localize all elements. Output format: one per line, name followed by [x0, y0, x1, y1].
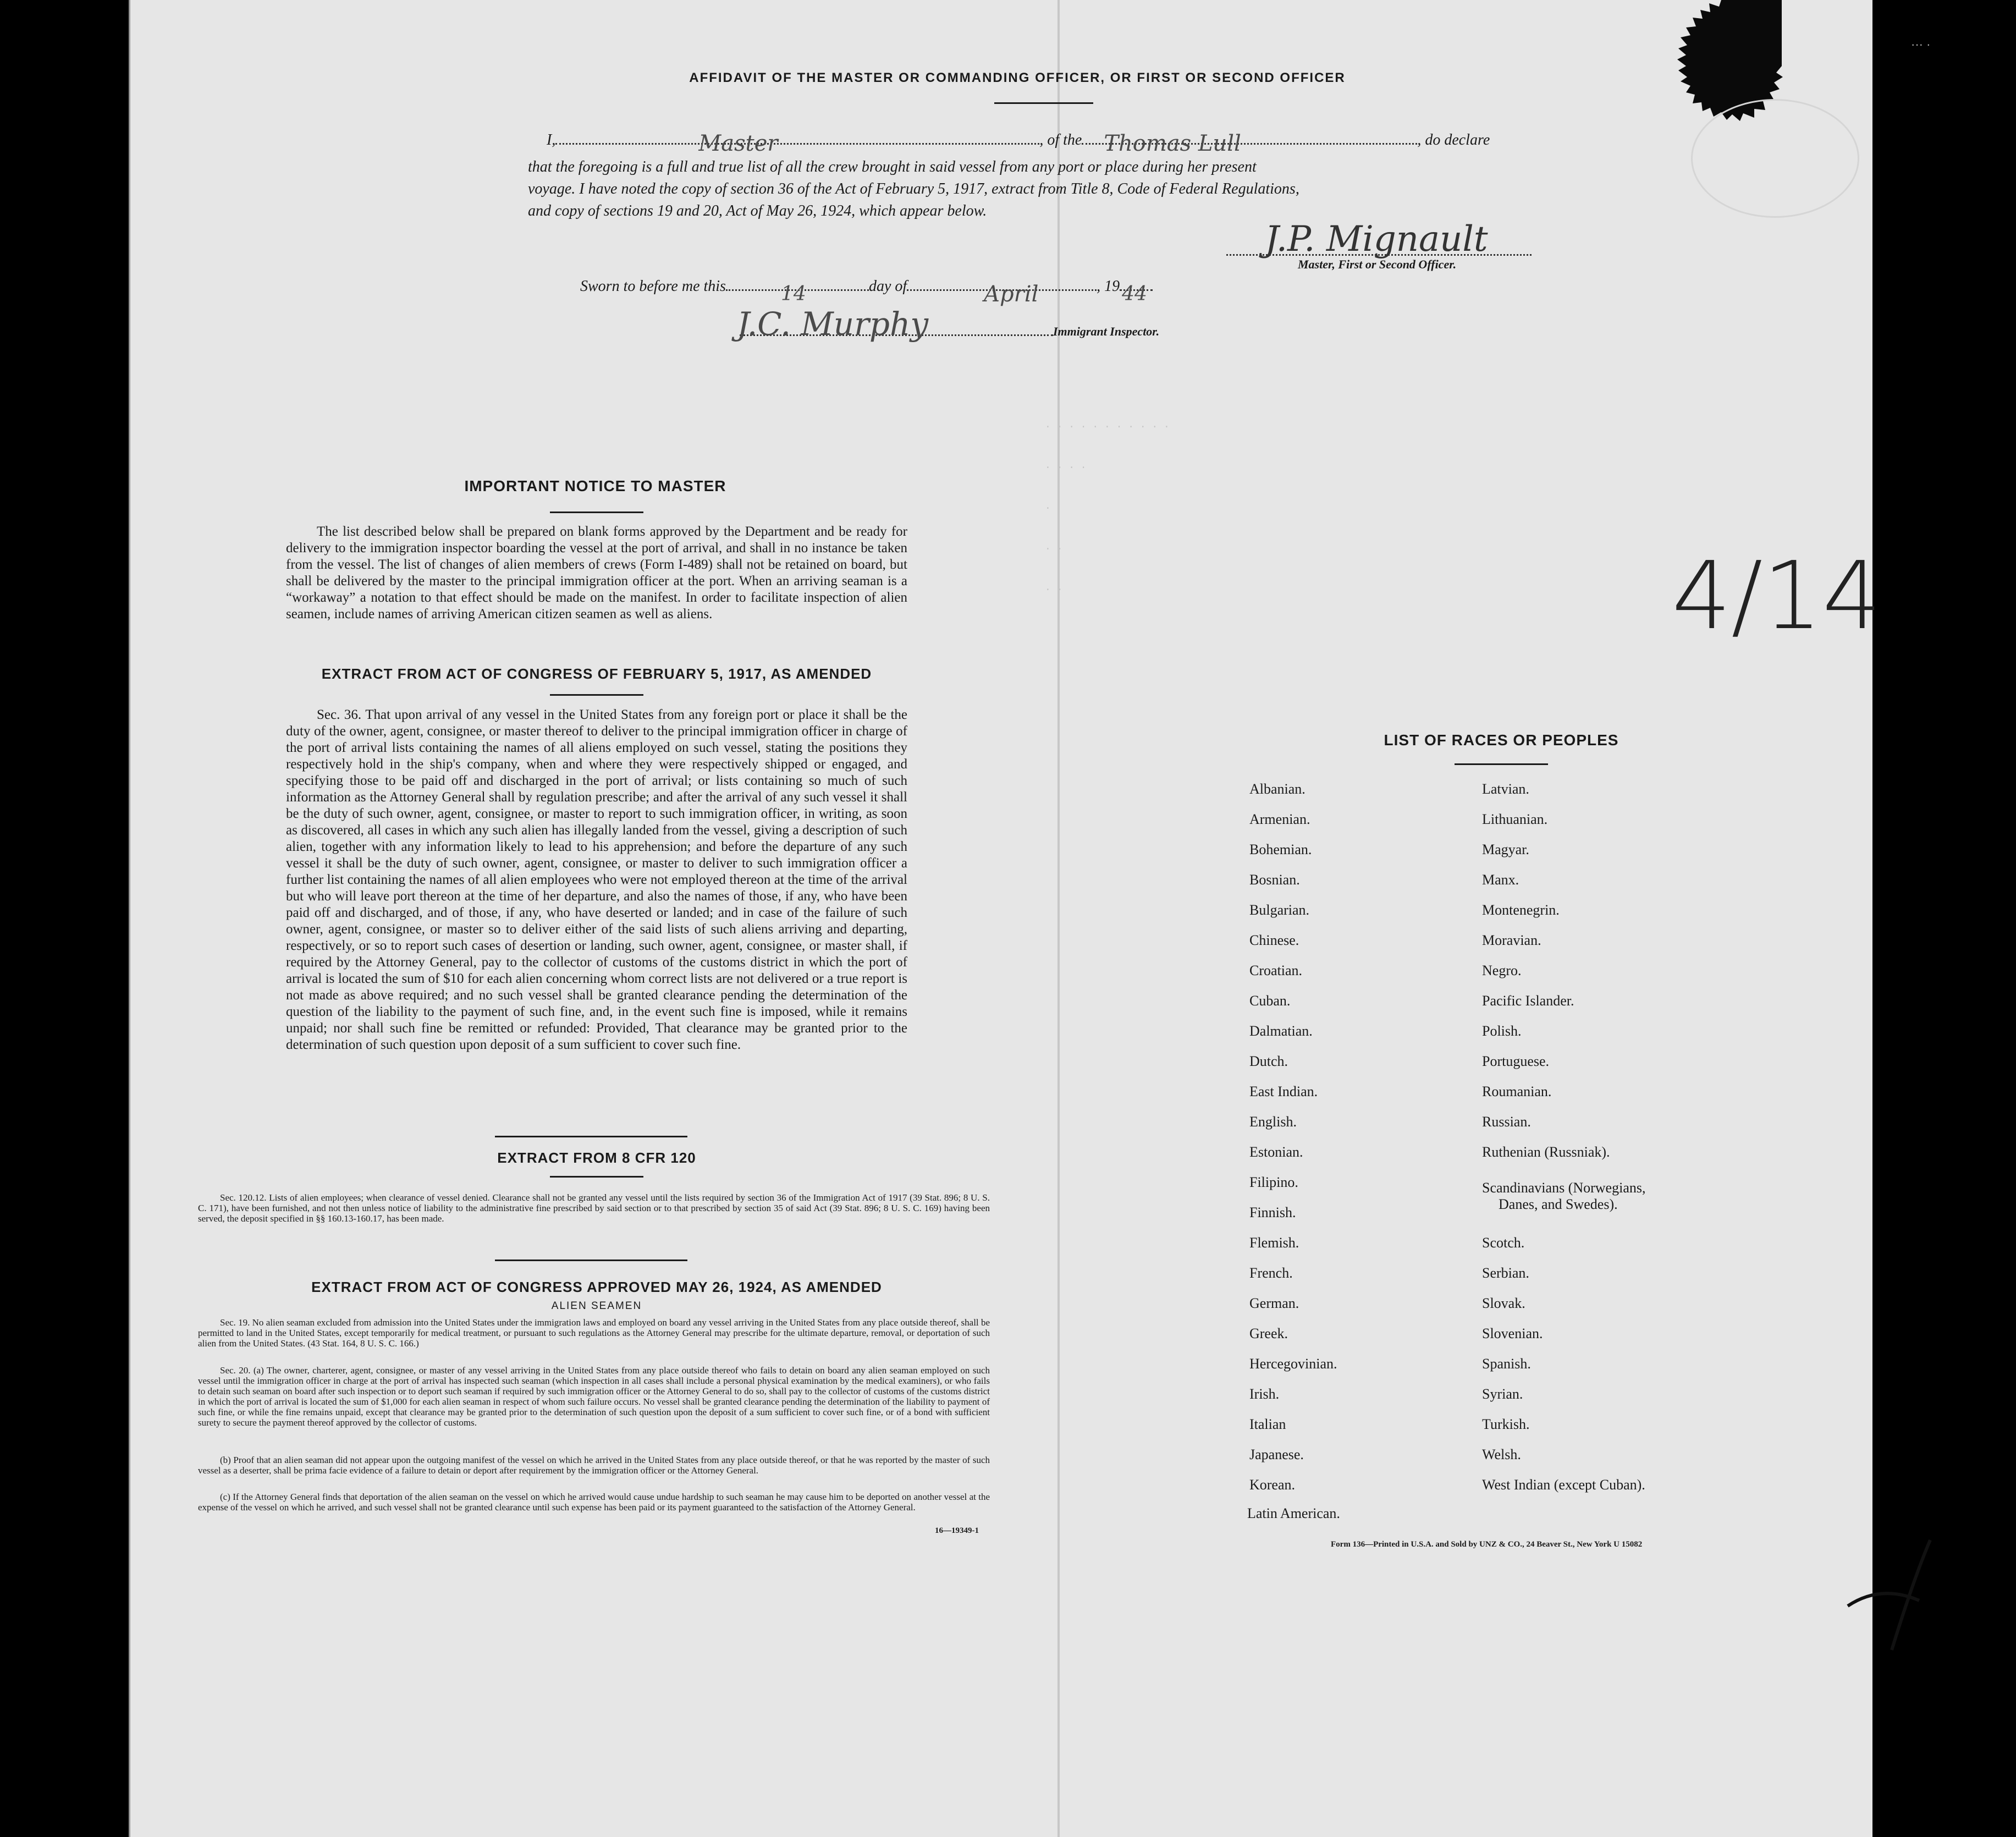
race-item: Serbian. — [1482, 1265, 1529, 1281]
handwritten-mark — [1837, 1529, 1958, 1661]
handwritten-vessel: Thomas Lull — [1104, 131, 1241, 156]
race-item: Magyar. — [1482, 842, 1529, 857]
punch-hole — [1929, 1481, 1957, 1508]
declaration-line-4: and copy of sections 19 and 20, Act of May 26, 1924, which appear below. — [528, 202, 987, 219]
race-item: Manx. — [1482, 872, 1519, 888]
extract-1924-top-rule — [495, 1260, 687, 1261]
race-item: Chinese. — [1249, 932, 1299, 948]
race-item: Estonian. — [1249, 1144, 1303, 1160]
race-item: East Indian. — [1249, 1084, 1318, 1099]
sworn-text: Sworn to before me this — [580, 278, 726, 295]
handwritten-year: 44 — [1122, 283, 1147, 305]
inspector-signature: J.C. Murphy — [737, 305, 929, 343]
sec20b-text: (b) Proof that an alien seaman did not appear upon the outgoing manifest of the vessel on which he arrived in the United States from any place outside thereof, or that he was reported by the master of such vessel as a deserter, shall be prima facie evidence of a failure to detain or deport after requirement by the immigration officer or the Attorney General. — [198, 1455, 990, 1476]
master-label: Master, First or Second Officer. — [1298, 257, 1457, 271]
race-item: Latvian. — [1482, 781, 1529, 797]
cfr-rule — [550, 1176, 643, 1178]
race-item: Moravian. — [1482, 932, 1541, 948]
race-item: Croatian. — [1249, 963, 1303, 978]
race-item: Irish. — [1249, 1386, 1280, 1402]
race-item: Slovenian. — [1482, 1326, 1543, 1341]
punch-hole — [1929, 532, 1957, 559]
extract-1924-footer-code: 16—19349-1 — [935, 1526, 979, 1535]
race-item: Ruthenian (Russniak). — [1482, 1144, 1610, 1160]
sworn-line — [580, 278, 1153, 307]
race-item: Syrian. — [1482, 1386, 1523, 1402]
race-item: Scandinavians (Norwegians, — [1482, 1180, 1646, 1196]
year-blank — [1120, 283, 1153, 305]
sec19-text: Sec. 19. No alien seaman excluded from admission into the United States under the immigration laws and employed on board any vessel arriving in the United States from any place outside thereof, shall be permitted to land in the United States, except temporarily for medical treatment, or pursuant to such regulations as the Attorney General may prescribe for the ultimate departure, removal, or deportation of such alien from the United States. (43 Stat. 164, 8 U. S. C. 166.) — [198, 1317, 990, 1349]
declaration-line-1 — [547, 131, 1564, 156]
declaration-i: I, — [547, 131, 556, 148]
race-item: Welsh. — [1482, 1447, 1521, 1462]
sec20a-text: Sec. 20. (a) The owner, charterer, agent, consignee, or master of any vessel arriving in the United States from any place outside thereof who fails to detain on board any alien seaman employed on such vessel until the immigration officer in charge at the port of arrival has inspected such seaman (which inspection in all cases shall include a personal physical examination by the medical examiners), or who fails to detain such seaman on board after such inspection or to deport such seaman if required by such immigration officer or the Attorney General to do so, shall pay to the collector of customs of the customs district in which the port of arrival is located the sum of $1,000 for each alien seaman in respect of whom such failure occurs. No vessel shall be granted clearance pending the determination of the liability to payment of such fine, or while the fine remains unpaid, except that clearance may be granted prior to the determination of such question upon the deposit of a sum sufficient to cover such fine, or of a bond with sufficient surety to secure the payment thereof approved by the collector of customs. — [198, 1365, 990, 1428]
day-blank — [726, 283, 869, 305]
races-rule — [1455, 763, 1548, 765]
inspector-label: Immigrant Inspector. — [1053, 324, 1160, 338]
extract-1917-text: Sec. 36. That upon arrival of any vessel in the United States from any foreign port or place it shall be the duty of the owner, agent, consignee, or master thereof to deliver to the principal immigration officer in charge of the port of arrival lists containing the names of all aliens employed on such vessel, stating the positions they respectively hold in the ship's company, when and where they were respectively shipped or engaged, and specifying those to be paid off and discharged in the port of arrival; or lists containing so much of such information as the Attorney General shall by regulation prescribe; and after the arrival of any such vessel it shall be the duty of such owner, agent, consignee, or master to report to such immigration officer, in writing, as soon as discovered, all cases in which any such alien has illegally landed from the vessel, giving a description of such alien, together with any information likely to lead to his apprehension; and before the departure of any such vessel it shall be the duty of such owner, agent, consignee, or master to deliver to such immigration officer a further list containing the names of all alien employees who were not employed thereon at the time of the arrival but who will leave port thereon at the time of her departure, and also the names of those, if any, who have been paid off and discharged, and of those, if any, who have deserted or landed; and in case of the failure of such owner, agent, consignee, or master so to deliver either of the said lists of such aliens arriving and departing, respectively, or so to report such cases of desertion or landing, such owner, agent, consignee, or master shall, if required by the Attorney General, pay to the collector of customs of the customs district in which the port of arrival is located the sum of $10 for each alien concerning whom correct lists are not delivered or a true report is not made as above required; and no such vessel shall be granted clearance pending the determination of the question of the liability to the payment of such fine, and, in the event such fine is imposed, while it remains unpaid; nor shall such fine be remitted or refunded: Provided, That clearance may be granted prior to the determination of such question upon deposit of a sum sufficient to cover such fine. — [286, 707, 907, 1052]
race-item: Korean. — [1249, 1477, 1296, 1493]
race-item: Dalmatian. — [1249, 1023, 1313, 1039]
race-item: Flemish. — [1249, 1235, 1299, 1251]
declaration-declare: , do declare — [1417, 131, 1490, 148]
race-item: Bulgarian. — [1249, 902, 1310, 918]
race-item: Turkish. — [1482, 1416, 1530, 1432]
handwritten-month: April — [984, 282, 1039, 307]
affidavit-heading: AFFIDAVIT OF THE MASTER OR COMMANDING OFFICER, OR FIRST OR SECOND OFFICER — [689, 70, 1346, 85]
race-item: Italian — [1249, 1416, 1286, 1432]
race-item: English. — [1249, 1114, 1297, 1130]
notice-text: The list described below shall be prepared on blank forms approved by the Department and be ready for delivery to the immigration inspector boarding the vessel at the port of arrival, and shall in no instance be taken from the vessel. The list of changes of alien members of crews (Form I-489) shall not be retained on board, but shall be delivered by the master to the principal immigration officer at the port. When an arriving seaman is a “workaway” a notation to that effect should be made on the manifest. In order to facilitate inspection of alien seamen, include names of arriving American citizen seamen as well as aliens. — [286, 524, 907, 622]
master-signature: J.P. Mignault — [1265, 219, 1488, 260]
extract-1924-heading: EXTRACT FROM ACT OF CONGRESS APPROVED MAY 26, 1924, AS AMENDED — [311, 1279, 882, 1295]
punch-hole — [1929, 175, 1957, 202]
race-item: Danes, and Swedes). — [1499, 1196, 1618, 1212]
year-prefix: , 19 — [1097, 278, 1120, 295]
race-item: Spanish. — [1482, 1356, 1531, 1372]
declaration-line-3: voyage. I have noted the copy of section 36 of the Act of February 5, 1917, extract from Title 8, Code of Federal Regulations, — [528, 180, 1299, 197]
handwritten-day: 14 — [780, 283, 806, 305]
race-item: German. — [1249, 1295, 1299, 1311]
cfr-text: Sec. 120.12. Lists of alien employees; when clearance of vessel denied. Clearance shall not be granted any vessel until the lists required by section 36 of the Immigration Act of 1917 (39 Stat. 896; 8 U. S. C. 171), have been furnished, and not then unless notice of liability to the administrative fine prescribed by said section or to that prescribed by section 35 of said Act (39 Stat. 896; 8 U. S. C. 169) having been served, the deposit specified in §§ 160.13-160.17, has been made. — [198, 1192, 990, 1224]
race-item: Armenian. — [1249, 811, 1310, 827]
race-item: Cuban. — [1249, 993, 1291, 1009]
handwritten-page-number: 4/14 — [1672, 542, 1882, 651]
race-item: Filipino. — [1249, 1174, 1298, 1190]
race-item: Polish. — [1482, 1023, 1522, 1039]
race-item: Albanian. — [1249, 781, 1306, 797]
race-item: Negro. — [1482, 963, 1522, 978]
extract-1917-rule — [550, 694, 643, 696]
race-item: Portuguese. — [1482, 1053, 1550, 1069]
race-item: Scotch. — [1482, 1235, 1525, 1251]
race-item: Greek. — [1249, 1326, 1288, 1341]
cfr-heading: EXTRACT FROM 8 CFR 120 — [497, 1150, 696, 1166]
page-fold — [1057, 0, 1060, 1837]
name-blank — [555, 131, 1039, 156]
declaration-of: , of the — [1039, 131, 1082, 148]
declaration-line-2: that the foregoing is a full and true list of all the crew brought in said vessel from any port or place during her present — [528, 158, 1257, 175]
race-item: Finnish. — [1249, 1204, 1296, 1220]
race-item: Montenegrin. — [1482, 902, 1560, 918]
day-of-label: day of — [868, 278, 907, 295]
punch-hole — [1929, 267, 1957, 294]
race-item: Dutch. — [1249, 1053, 1288, 1069]
race-item: Hercegovinian. — [1249, 1356, 1337, 1372]
race-item: West Indian (except Cuban). — [1482, 1477, 1645, 1493]
sec20c-text: (c) If the Attorney General finds that deportation of the alien seaman on the vessel on which he arrived would cause undue hardship to such seaman he may cause him to be deported on another vessel at the expense of the vessel on which he arrived, and such vessel shall not be granted clearance until such expense has been paid or its payment guaranteed to the satisfaction of the Attorney General. — [198, 1492, 990, 1513]
heading-rule — [994, 102, 1093, 104]
races-heading: LIST OF RACES OR PEOPLES — [1384, 732, 1619, 749]
race-item: French. — [1249, 1265, 1293, 1281]
race-item: Latin American. — [1247, 1505, 1340, 1521]
race-item: Russian. — [1482, 1114, 1531, 1130]
race-item: Japanese. — [1249, 1447, 1304, 1462]
race-item: Lithuanian. — [1482, 811, 1548, 827]
handwritten-name: Master — [698, 131, 778, 156]
extract-1917-heading: EXTRACT FROM ACT OF CONGRESS OF FEBRUARY 5, 1917, AS AMENDED — [321, 666, 872, 682]
punch-hole — [1929, 1218, 1957, 1246]
cfr-top-rule — [495, 1136, 687, 1137]
race-item: Pacific Islander. — [1482, 993, 1574, 1009]
embossed-seal — [1691, 99, 1859, 218]
notice-rule — [550, 512, 643, 513]
bleed-through-marks: · · · · · · · · · · · · · · · · · · · · — [1045, 422, 1170, 596]
punch-hole — [1929, 1128, 1957, 1155]
month-blank — [907, 282, 1097, 307]
race-item: Slovak. — [1482, 1295, 1525, 1311]
race-item: Bohemian. — [1249, 842, 1312, 857]
punch-hole — [1929, 622, 1957, 649]
extract-1924-subheading: ALIEN SEAMEN — [551, 1300, 642, 1312]
race-item: Bosnian. — [1249, 872, 1300, 888]
corner-marks: ··· · — [1911, 37, 1931, 51]
form-footer: Form 136—Printed in U.S.A. and Sold by UNZ & CO., 24 Beaver St., New York U 15082 — [1331, 1540, 1643, 1549]
notice-heading: IMPORTANT NOTICE TO MASTER — [464, 477, 726, 494]
race-item: Roumanian. — [1482, 1084, 1552, 1099]
vessel-blank — [1082, 131, 1417, 156]
